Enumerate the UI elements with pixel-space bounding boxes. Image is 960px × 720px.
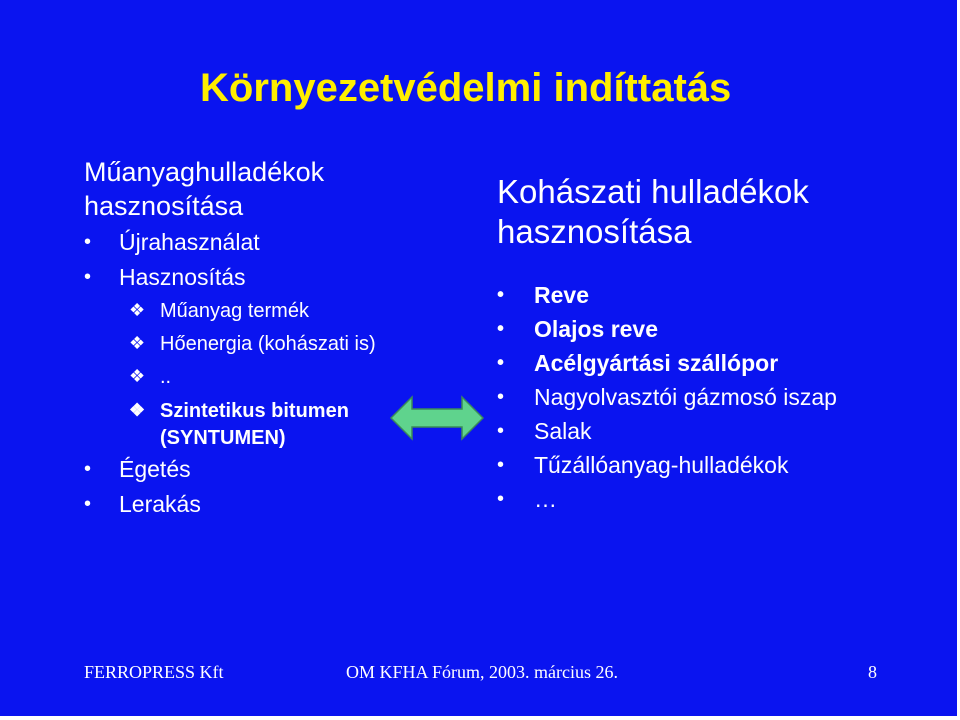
list-item-text: Acélgyártási szállópor <box>534 350 779 376</box>
list-item <box>497 448 937 482</box>
bullet-icon: • <box>84 231 92 253</box>
list-item <box>497 482 937 516</box>
bullet-icon: • <box>497 284 505 306</box>
double-headed-arrow-icon <box>390 395 484 441</box>
sub-list-item-text: Hőenergia (kohászati is) <box>160 333 376 355</box>
sub-list-item <box>84 328 414 361</box>
list-item <box>497 414 937 448</box>
list-item <box>497 384 937 411</box>
bullet-icon: • <box>84 493 92 515</box>
bullet-icon: • <box>497 488 505 510</box>
bullet-icon: • <box>497 386 505 408</box>
diamond-bullet-icon: ❖ <box>129 400 146 420</box>
list-item-text: Olajos reve <box>534 316 659 342</box>
list-item-text: Tűzállóanyag-hulladékok <box>534 452 789 478</box>
list-item <box>84 260 414 295</box>
list-item-text: Reve <box>534 282 589 308</box>
list-item-text: Égetés <box>119 456 191 482</box>
footer-event: OM KFHA Fórum, 2003. március 26. <box>346 662 619 682</box>
sub-list-item-text: Műanyag termék <box>160 300 309 322</box>
list-item-text: Salak <box>534 418 592 444</box>
right-column <box>497 172 937 516</box>
bullet-icon: • <box>497 454 505 476</box>
sub-list-item-text: Szintetikus bitumen (SYNTUMEN) <box>160 400 349 449</box>
sub-list-item <box>84 361 414 394</box>
footer-company: FERROPRESS Kft <box>84 662 224 682</box>
right-heading: Kohászati hulladékok hasznosítása <box>497 173 809 250</box>
list-item-text: Újrahasználat <box>119 229 260 255</box>
diamond-bullet-icon: ❖ <box>129 333 146 353</box>
list-item <box>84 452 414 487</box>
list-item-text: Hasznosítás <box>119 264 246 290</box>
diamond-bullet-icon: ❖ <box>129 300 146 320</box>
list-item <box>497 346 937 380</box>
bullet-icon: • <box>497 352 505 374</box>
list-item <box>497 278 937 312</box>
diamond-bullet-icon: ❖ <box>129 366 146 386</box>
sub-list-item <box>84 398 414 452</box>
list-item-text: Nagyolvasztói gázmosó iszap <box>534 384 837 410</box>
left-heading: Műanyaghulladékok hasznosítása <box>84 157 325 221</box>
bullet-icon: • <box>497 318 505 340</box>
sub-list-item-text: .. <box>160 366 172 388</box>
left-column <box>84 155 414 522</box>
list-item <box>84 487 414 522</box>
list-item-text: Lerakás <box>119 491 201 517</box>
list-item <box>84 225 414 260</box>
bullet-icon: • <box>497 420 505 442</box>
slide-title: Környezetvédelmi indíttatás <box>200 66 732 110</box>
list-item-text: … <box>534 486 557 512</box>
bullet-icon: • <box>84 458 92 480</box>
page-number: 8 <box>868 662 877 682</box>
sub-list-item <box>84 295 414 328</box>
bullet-icon: • <box>84 266 92 288</box>
list-item <box>497 312 937 346</box>
